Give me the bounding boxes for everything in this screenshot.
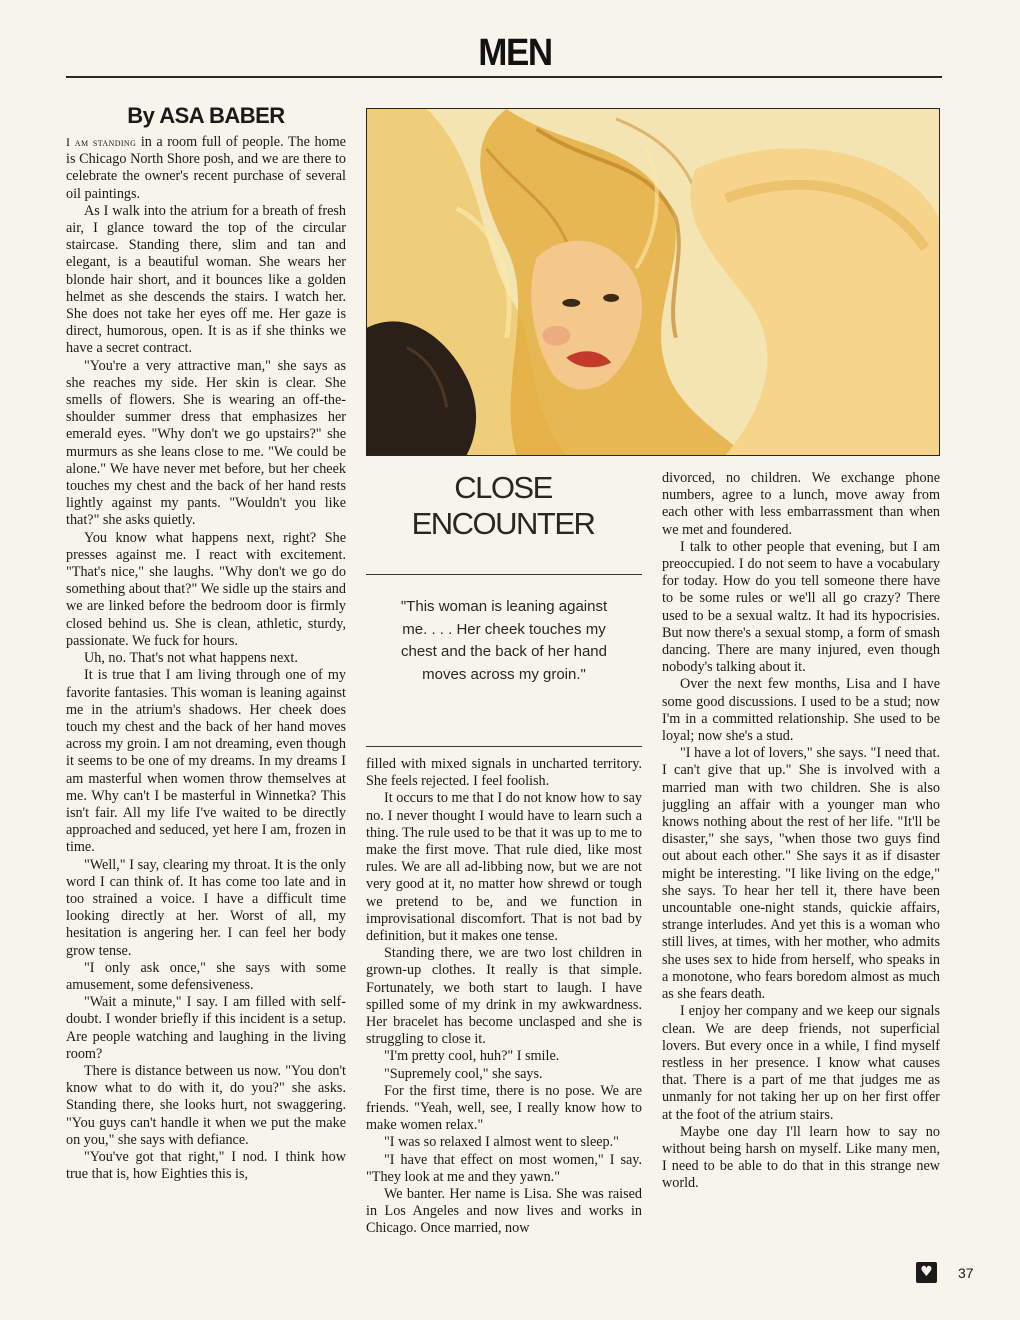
paragraph: "I was so relaxed I almost went to sleep." <box>384 1134 619 1151</box>
paragraph: "I only ask once," she says with some amusement, some defensiveness. <box>66 959 346 993</box>
paragraph: "You're a very attractive man," she says as she reaches my side. Her skin is clear. She smells of flowers. She is wearing an off-the-shoulder summer dress that emphasizes her emerald eyes. "Why don't we go upstairs?" she murmurs as she leans close to me. "We could be alone." We have never met before, but her cheek touches my chest and the back of her hand rests lightly against my pants. "Wouldn't you like that?" she asks quietly. <box>66 357 346 529</box>
paragraph: "I have that effect on most women," I say. "They look at me and they yawn." <box>366 1151 642 1185</box>
paragraph: As I walk into the atrium for a breath of fresh air, I glance toward the top of the circular staircase. Standing there, slim and tan and elegant, is a beautiful woman. She wears her blonde hair short, and it bounces like a golden helmet as she descends the stairs. I watch her. She does not take her eyes off me. Her gaze is direct, humorous, open. It is as if she thinks we have a secret contract. <box>66 202 346 357</box>
paragraph: You know what happens next, right? She presses against me. I react with excitement. "That's nice," she laughs. "Why don't we go do something about that?" We sidle up the stairs and we are linked before the bedroom door is firmly closed behind us. She is clean, athletic, sturdy, passionate. We fuck for hours. <box>66 529 346 649</box>
pull-quote: "This woman is leaning against me. . . . Her cheek touches my chest and the back of her hand moves across my groin." <box>400 598 608 683</box>
paragraph: For the first time, there is no pose. We are friends. "Yeah, well, see, I really know how to make women relax." <box>366 1082 642 1134</box>
paragraph: We banter. Her name is Lisa. She was raised in Los Angeles and now lives and works in Chicago. Once married, now <box>366 1186 642 1237</box>
paragraph: Maybe one day I'll learn how to say no without being harsh on myself. Like many men, I need to be able to do that in this strange new world. <box>662 1123 940 1192</box>
header-rule <box>66 76 942 78</box>
headline-line-2: ENCOUNTER <box>411 506 595 541</box>
paragraph: Over the next few months, Lisa and I have some good discussions. I used to be a stud; now I'm in a committed relationship. She used to be loyal; now she's a stud. <box>662 676 940 745</box>
paragraph: "Supremely cool," she says. <box>384 1065 543 1082</box>
paragraph: divorced, no children. We exchange phone numbers, agree to a lunch, move away from each other with less embarrassment than when we met and foundered. <box>662 470 940 538</box>
rabbit-head-icon: ♥ <box>916 1262 937 1283</box>
lead-in: I am standing <box>66 135 137 149</box>
body-column-middle <box>366 756 642 1286</box>
headline-line-1: CLOSE <box>454 470 552 505</box>
paragraph: filled with mixed signals in uncharted territory. She feels rejected. I feel foolish. <box>366 756 642 790</box>
paragraph: Uh, no. That's not what happens next. <box>84 650 298 667</box>
illustration-artwork <box>367 109 939 455</box>
article-headline <box>400 470 606 542</box>
page-number: 37 <box>958 1265 974 1281</box>
body-column-left <box>66 134 346 1284</box>
paragraph: "I'm pretty cool, huh?" I smile. <box>384 1048 560 1065</box>
paragraph: I talk to other people that evening, but I am preoccupied. I do not seem to have a vocabulary for today. How do you tell someone there have to be some rules or we'll all go crazy? There used to be a sexual waltz. It had its hypocrisies. But now there's a sexual stomp, a form of smash dancing. There are many injured, even though nobody's talking about it. <box>662 538 940 676</box>
section-title: MEN <box>478 32 552 74</box>
paragraph: There is distance between us now. "You don't know what to do with it, do you?" she asks. Standing there, she looks hurt, not swaggering. "You guys can't handle it when we put the make on you," she says with defiance. <box>66 1062 346 1148</box>
paragraph: "Wait a minute," I say. I am filled with self-doubt. I wonder briefly if this incident is a setup. Are people watching and laughing in the living room? <box>66 994 346 1062</box>
paragraph: It is true that I am living through one of my favorite fantasies. This woman is leaning against me in the atrium's shadows. Her cheek does touch my chest and the back of her hand moves across my groin. I am not dreaming, even though it seems to be one of my dreams. In my dreams I am masterful when women throw themselves at me. Why can't I be masterful in Winnetka? This isn't fair. All my life I've waited to be directly approached and seduced, yet here I am, frozen in time. <box>66 667 346 856</box>
paragraph: Standing there, we are two lost children in grown-up clothes. It really is that simple. Fortunately, we both start to laugh. I have spilled some of my drink in my awkwardness. Her bracelet has become unclasped and she is struggling to close it. <box>366 945 642 1048</box>
paragraph: "You've got that right," I nod. I think how true that is, how Eighties this is, <box>66 1148 346 1183</box>
pullquote-rule-top <box>366 574 642 575</box>
pullquote-rule-bottom <box>366 746 642 747</box>
paragraph: "Well," I say, clearing my throat. It is the only word I can think of. It has come too late and in too strained a voice. I have a difficult time looking directly at her. Worst of all, my hesitation is angering her. I can feel her body grow tense. <box>66 856 346 959</box>
byline: By ASA BABER <box>127 103 285 128</box>
paragraph: I am standing in a room full of people. The home is Chicago North Shore posh, and we are there to celebrate the owner's recent purchase of several oil paintings. <box>66 134 346 202</box>
paragraph: "I have a lot of lovers," she says. "I need that. I can't give that up." She is involved with a married man with two children. She is also juggling an affair with a younger man who knows nothing about the rest of her life. "It'll be disaster," she says, "when those two guys find out about each other." She says it as if disaster might be interesting. "I like living on the edge," she says. To hear her tell it, there have been uncountable one-night stands, quickie affairs, strange interludes. And yet this is a woman who still lives, at times, with her mother, who admits she uses sex to hide from herself, who speaks in a monotone, who fears boredom almost as much as she fears death. <box>662 745 940 1003</box>
body-column-right <box>662 470 940 1282</box>
article-illustration <box>366 108 940 456</box>
paragraph: I enjoy her company and we keep our signals clean. We are deep friends, not superficial lovers. But every once in a while, I find myself restless in her presence. I know what causes that. There is a part of me that judges me as unmanly for not taking her up on her first offer at the foot of the atrium stairs. <box>662 1003 940 1123</box>
paragraph: It occurs to me that I do not know how to say no. I never thought I would have to learn such a thing. The rule used to be that it was up to me to make the first move. That rule died, like most rules. We are all ad-libbing now, but we are not very good at it, no matter how shrewd or tough we pretend to be, and we function in improvisational discomfort. That is not bad by definition, but it makes one tense. <box>366 790 642 945</box>
